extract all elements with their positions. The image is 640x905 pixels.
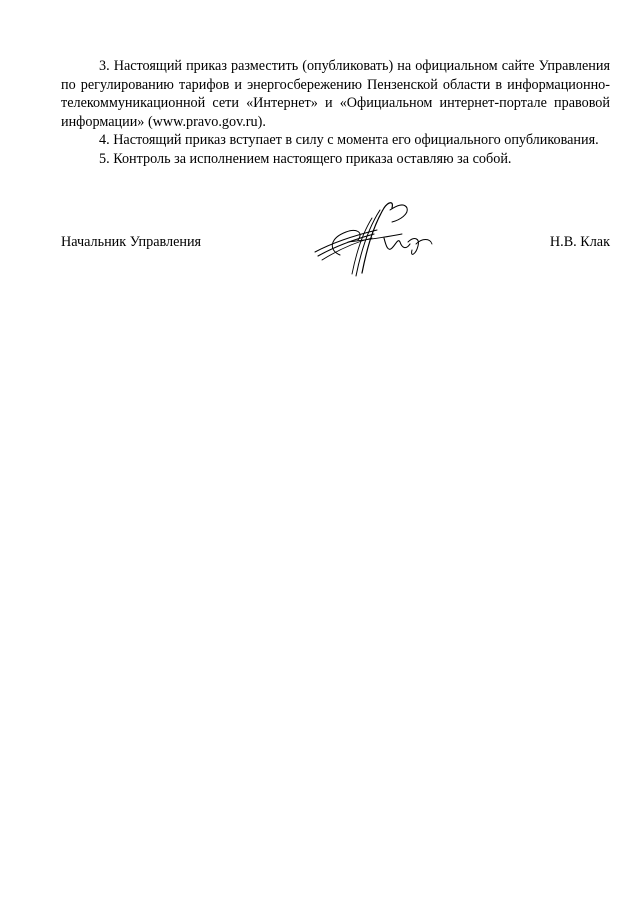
signatory-title: Начальник Управления [61, 234, 202, 250]
paragraph-4: 4. Настоящий приказ вступает в силу с момента его официального опубликования. [99, 132, 599, 148]
document-body [61, 57, 610, 168]
signatory-name: Н.В. Клак [549, 234, 610, 250]
paragraph-5: 5. Контроль за исполнением настоящего приказа оставляю за собой. [99, 150, 512, 167]
handwritten-signature [312, 198, 437, 278]
paragraph-3: 3. Настоящий приказ разместить (опубликовать) на официальном сайте Управления по регулированию тарифов и энергосбережению Пензенской области в информационно-телекоммуникационной сети «Интернет» и «Официальном интернет-портале правовой информации» (www.pravo.gov.ru). [61, 58, 610, 130]
